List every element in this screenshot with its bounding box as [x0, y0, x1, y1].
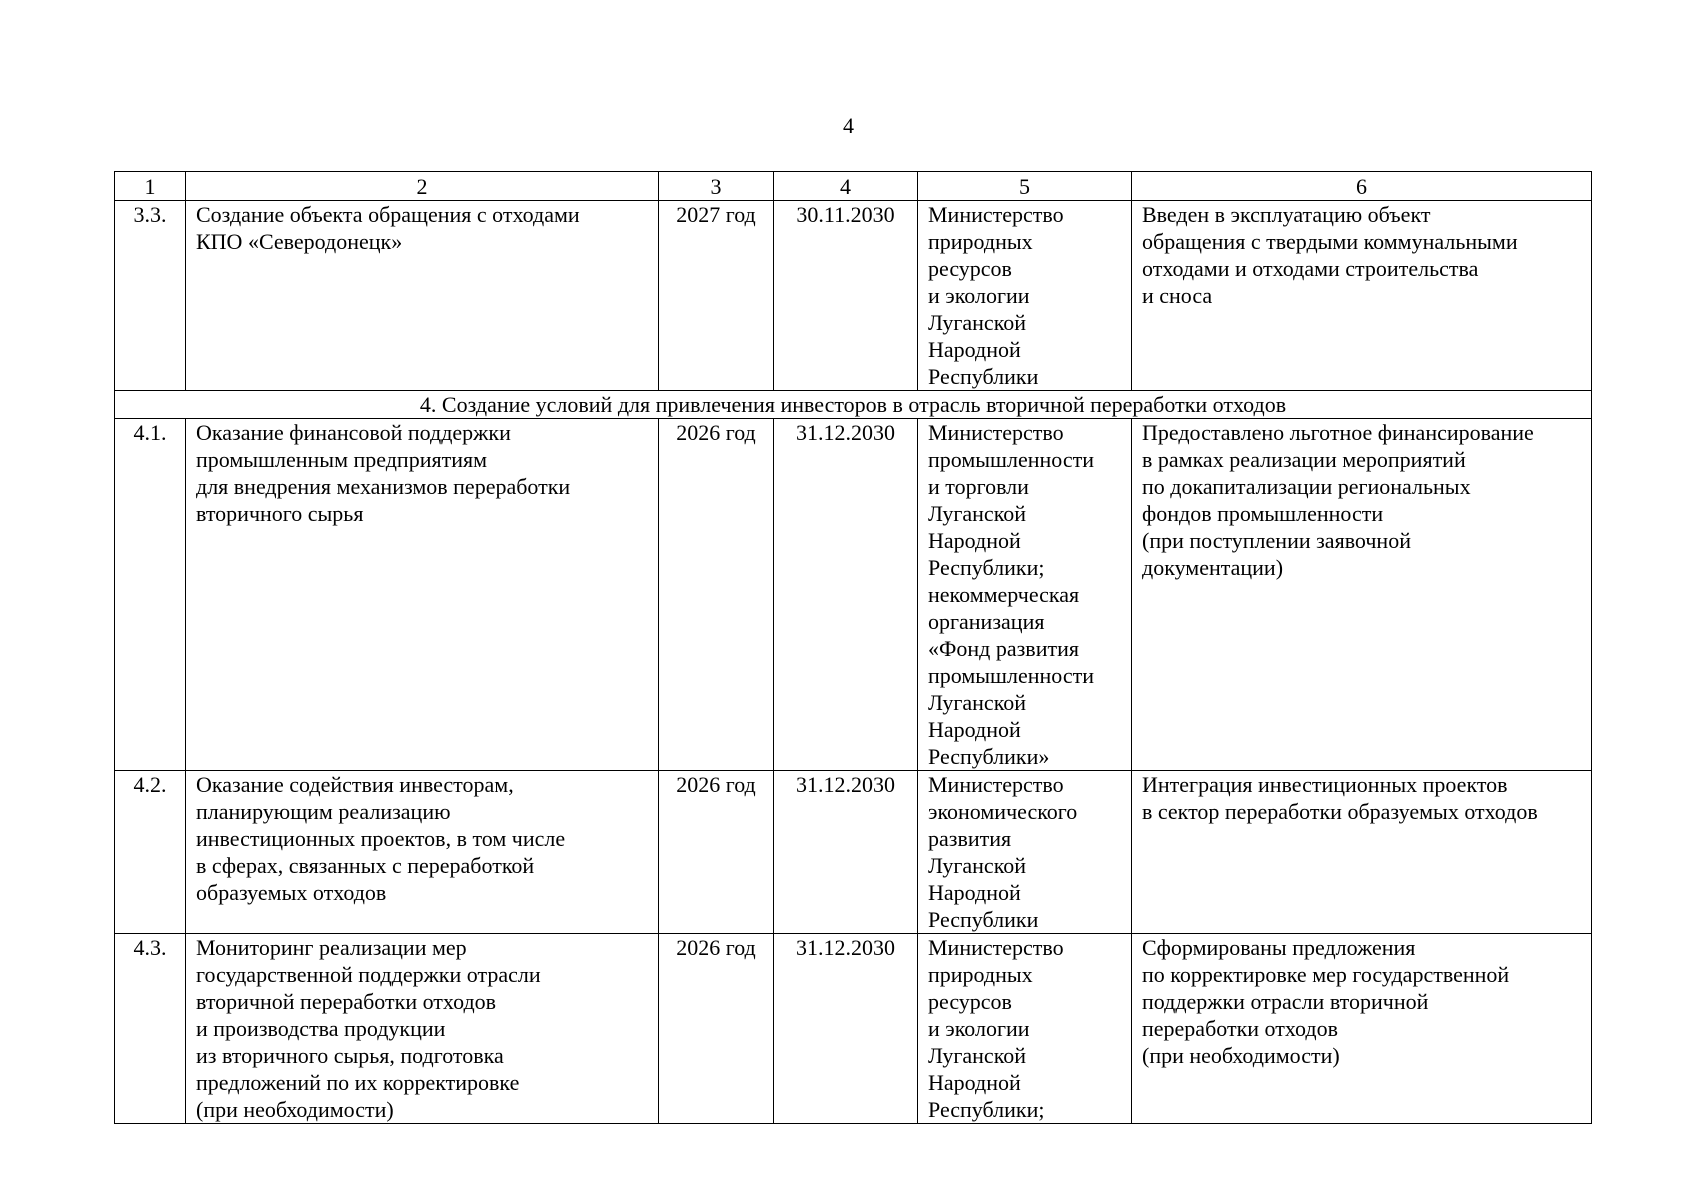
column-number-2: 2: [186, 172, 659, 201]
event-cell: Оказание финансовой поддержки промышленным предприятиям для внедрения механизмов переработки вторичного сырья: [186, 419, 659, 771]
column-number-5: 5: [918, 172, 1132, 201]
responsible-cell: Министерство промышленности и торговли Луганской Народной Республики; некоммерческая организация «Фонд развития промышленности Луганской Народной Республики»: [918, 419, 1132, 771]
result-cell: Интеграция инвестиционных проектов в сектор переработки образуемых отходов: [1132, 771, 1592, 934]
column-number-3: 3: [659, 172, 774, 201]
start-date-cell: 2026 год: [659, 934, 774, 1124]
section-heading-row: [115, 391, 1592, 419]
page-number: 4: [843, 113, 854, 138]
measures-table: [114, 171, 1592, 1124]
table-header-row: [115, 172, 1592, 201]
event-cell: Оказание содействия инвесторам, планирующим реализацию инвестиционных проектов, в том числе в сферах, связанных с переработкой образуемых отходов: [186, 771, 659, 934]
table-row: [115, 934, 1592, 1124]
row-number: 4.2.: [115, 771, 186, 934]
event-cell: Мониторинг реализации мер государственной поддержки отрасли вторичной переработки отходов и производства продукции из вторичного сырья, подготовка предложений по их корректировке (при необходимости): [186, 934, 659, 1124]
responsible-cell: Министерство природных ресурсов и экологии Луганской Народной Республики;: [918, 934, 1132, 1124]
responsible-cell: Министерство экономического развития Луганской Народной Республики: [918, 771, 1132, 934]
section-heading: 4. Создание условий для привлечения инвесторов в отрасль вторичной переработки отходов: [115, 391, 1592, 419]
end-date-cell: 30.11.2030: [774, 201, 918, 391]
column-number-4: 4: [774, 172, 918, 201]
result-cell: Введен в эксплуатацию объект обращения с твердыми коммунальными отходами и отходами строительства и сноса: [1132, 201, 1592, 391]
table-row: [115, 419, 1592, 771]
table-row: [115, 201, 1592, 391]
result-cell: Предоставлено льготное финансирование в рамках реализации мероприятий по докапитализации региональных фондов промышленности (при поступлении заявочной документации): [1132, 419, 1592, 771]
start-date-cell: 2026 год: [659, 771, 774, 934]
row-number: 3.3.: [115, 201, 186, 391]
end-date-cell: 31.12.2030: [774, 934, 918, 1124]
start-date-cell: 2027 год: [659, 201, 774, 391]
row-number: 4.3.: [115, 934, 186, 1124]
end-date-cell: 31.12.2030: [774, 419, 918, 771]
row-number: 4.1.: [115, 419, 186, 771]
end-date-cell: 31.12.2030: [774, 771, 918, 934]
column-number-1: 1: [115, 172, 186, 201]
column-number-6: 6: [1132, 172, 1592, 201]
start-date-cell: 2026 год: [659, 419, 774, 771]
responsible-cell: Министерство природных ресурсов и экологии Луганской Народной Республики: [918, 201, 1132, 391]
result-cell: Сформированы предложения по корректировке мер государственной поддержки отрасли вторичной переработки отходов (при необходимости): [1132, 934, 1592, 1124]
table-row: [115, 771, 1592, 934]
event-cell: Создание объекта обращения с отходами КПО «Северодонецк»: [186, 201, 659, 391]
